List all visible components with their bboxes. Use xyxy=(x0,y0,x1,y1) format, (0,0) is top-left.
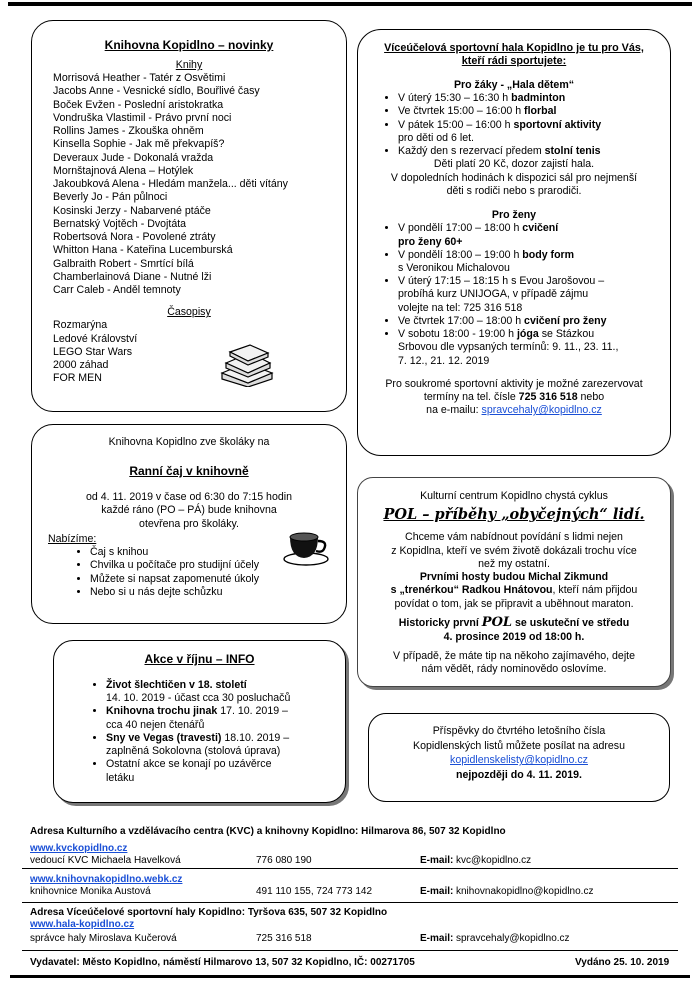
magazine-item: Ledové Království xyxy=(53,332,138,345)
item-cont: cca 40 nejen čtenářů xyxy=(106,718,205,731)
kvc-email-label: E-mail: xyxy=(420,855,454,866)
private-booking: Pro soukromé sportovní aktivity je možné zarezervovat termíny na tel. čísle 725 316 518 nebo na e-mailu: spravcehaly@kopidlno.cz xyxy=(385,377,643,417)
list-item xyxy=(398,222,670,248)
kvc-head: vedoucí KVC Michaela Havelková xyxy=(30,855,181,866)
item-bold-cont: pro ženy 60+ xyxy=(398,235,463,248)
library-title: Knihovna Kopidlno – novinky xyxy=(104,38,274,52)
library-web-link[interactable]: www.knihovnakopidlno.webk.cz xyxy=(30,874,183,885)
item-bold: Život šlechtičen v 18. století xyxy=(106,679,247,691)
book-item: Rollins James - Zkouška ohněm xyxy=(53,125,204,138)
item-after: 18.10. 2019 – xyxy=(221,731,290,744)
list-item xyxy=(398,315,670,328)
footer-divider-1 xyxy=(22,868,678,869)
item-text: Ve čtvrtek 17:00 – 18:00 h xyxy=(398,314,525,327)
list-item xyxy=(398,92,670,105)
pol-paragraph-3: Historicky první POL se uskuteční ve středu 4. prosince 2019 od 18:00 h. xyxy=(398,614,630,644)
women-list xyxy=(358,222,670,368)
hall-phone: 725 316 518 xyxy=(256,933,312,944)
october-events-box xyxy=(53,640,346,803)
offer-item: • Můžete si napsat zapomenuté úkoly xyxy=(90,573,346,586)
library-email-label: E-mail: xyxy=(420,886,454,897)
sports-title: Víceúčelová sportovní hala Kopidlno je tu pro Vás, kteří rádi sportujete: xyxy=(384,42,644,68)
item-text: Ve čtvrtek 15:00 – 16:00 h xyxy=(398,105,525,118)
books-list xyxy=(53,72,346,297)
item-cont: Srbovou dle vypsaných termínů: 9. 11., 23. 11., xyxy=(398,341,619,354)
offer-item: • Nebo si u nás dejte schůzku xyxy=(90,586,346,599)
magazine-item: LEGO Star Wars xyxy=(53,345,133,358)
book-item: Chamberlainová Diane - Nutné lži xyxy=(53,270,212,283)
item-bold: stolní tenis xyxy=(544,145,601,158)
pol-paragraph-2: Prvními hosty budou Michal Zikmund s „trenérkou“ Radkou Hnátovou, kteří nám přijdou povídat o tom, jak se připravit a uběhnout maraton. xyxy=(390,571,638,610)
list-item xyxy=(398,249,670,275)
item-bold: Sny ve Vegas (travesti) xyxy=(106,731,222,744)
offer-item: • Chvilka u počítače pro studijní účely xyxy=(90,559,346,572)
item-text: V pátek 15:00 – 16:00 h xyxy=(398,118,514,131)
breakfast-title: Ranní čaj v knihovně xyxy=(129,464,249,479)
list-item xyxy=(106,705,345,731)
item-cont: zaplněná Sokolovna (stolová úprava) xyxy=(106,745,281,758)
books-heading: Knihy xyxy=(175,59,203,71)
item-bold: cvičení pro ženy xyxy=(524,314,607,327)
magazine-item: Rozmarýna xyxy=(53,319,108,332)
breakfast-intro: Knihovna Kopidlno zve školáky na xyxy=(108,436,270,448)
women-heading: Pro ženy xyxy=(491,209,537,222)
hall-email-label: E-mail: xyxy=(420,933,454,944)
book-item: Kinsella Sophie - Jak mě překvapíš? xyxy=(53,138,225,151)
book-item: Kosinski Jerzy - Nabarvené ptáče xyxy=(53,204,211,217)
offer-heading: Nabízíme: xyxy=(48,532,97,545)
item-cont2: 7. 12., 21. 12. 2019 xyxy=(398,354,490,367)
list-item xyxy=(106,758,345,784)
pol-intro: Kulturní centrum Kopidlno chystá cyklus xyxy=(420,490,608,502)
item-cont2: volejte na tel: 725 316 518 xyxy=(398,301,523,314)
pol-paragraph-4: V případě, že máte tip na někoho zajímavého, dejte nám vědět, rády nominovědo oslovíme. xyxy=(392,650,636,676)
list-item xyxy=(398,328,670,368)
sports-hall-box xyxy=(357,29,671,456)
book-item: Robertsová Nora - Povolené ztráty xyxy=(53,231,216,244)
book-item: Carr Caleb - Anděl temnoty xyxy=(53,283,181,296)
item-cont: probíhá kurz UNIJOGA, v případě zájmu xyxy=(398,288,589,301)
hall-head: správce haly Miroslava Kučerová xyxy=(30,933,177,944)
item-bold: sportovní aktivity xyxy=(513,118,602,131)
item-text: Každý den s rezervací předem xyxy=(398,145,545,158)
item-after: 17. 10. 2019 – xyxy=(217,705,288,718)
breakfast-text: od 4. 11. 2019 v čase od 6:30 do 7:15 hodin každé ráno (PO – PÁ) bude knihovna otevřena pro školáky. xyxy=(86,491,292,530)
list-item xyxy=(398,105,670,118)
magazines-list xyxy=(53,319,346,385)
pol-box xyxy=(357,477,671,687)
list-item xyxy=(398,119,670,145)
book-item: Jakoubková Alena - Hledám manžela... děti vítány xyxy=(53,178,288,191)
book-item: Deveraux Jude - Dokonalá vražda xyxy=(53,151,214,164)
item-cont: letáku xyxy=(106,771,135,784)
magazines-heading: Časopisy xyxy=(167,306,211,319)
hall-address: Adresa Víceúčelové sportovní haly Kopidlno: Tyršova 635, 507 32 Kopidlno xyxy=(30,907,388,918)
hall-email-link[interactable]: spravcehaly@kopidlno.cz xyxy=(481,404,602,417)
library-head: knihovnice Monika Austová xyxy=(30,886,151,897)
book-item: Boček Evžen - Poslední aristokratka xyxy=(53,98,224,111)
magazine-item: 2000 záhad xyxy=(53,359,109,372)
morning-note: V dopoledních hodinách k dispozici sál pro nejmenší děti s rodiči nebo s prarodiči. xyxy=(390,171,638,197)
top-rule xyxy=(8,2,692,6)
item-after: se Stázkou xyxy=(538,328,595,341)
item-bold: florbal xyxy=(524,105,557,118)
pol-paragraph-1: Chceme vám nabídnout povídání s lidmi nejen z Kopidlna, kteří ve svém životě dokázali trochu více než my ostatní. xyxy=(391,531,637,570)
list-item xyxy=(398,145,670,158)
breakfast-box xyxy=(31,424,347,624)
item-text: V pondělí 18:00 – 19:00 h xyxy=(398,248,523,261)
bottom-rule xyxy=(10,975,690,978)
library-email[interactable]: knihovnakopidlno@kopidlno.cz xyxy=(456,886,594,897)
footer-divider-3 xyxy=(22,950,678,951)
list-item xyxy=(106,732,345,758)
kvc-email[interactable]: kvc@kopidlno.cz xyxy=(456,855,532,866)
books-stack-icon xyxy=(218,343,276,387)
library-phone: 491 110 155, 724 773 142 xyxy=(256,886,373,897)
item-text: V pondělí 17:00 – 18:00 h xyxy=(398,222,523,235)
book-item: Whitton Hana - Kateřina Lucemburská xyxy=(53,244,233,257)
book-item: Vondruška Vlastimil - Právo první noci xyxy=(53,111,232,124)
list-item xyxy=(398,275,670,315)
library-news-box xyxy=(31,20,347,412)
item-bold: jóga xyxy=(516,328,539,341)
book-item: Mornštajnová Alena – Hotýlek xyxy=(53,164,194,177)
publisher: Vydavatel: Město Kopidlno, náměstí Hilmarovo 13, 507 32 Kopidlno, IČ: 00271705 xyxy=(30,957,415,968)
book-item: Morrisová Heather - Tatér z Osvětimi xyxy=(53,72,226,85)
book-item: Bernatský Vojtěch - Dvojtáta xyxy=(53,217,187,230)
item-cont: pro děti od 6 let. xyxy=(398,131,474,144)
item-bold: cvičení xyxy=(522,222,559,235)
kvc-phone: 776 080 190 xyxy=(256,855,312,866)
item-text: Ostatní akce se konají po uzávěrce xyxy=(106,758,272,771)
item-cont: 14. 10. 2019 - účast cca 30 posluchačů xyxy=(106,692,291,705)
kids-list xyxy=(358,92,670,158)
contributions-text: Příspěvky do čtvrtého letošního čísla Kopidlenských listů můžete posílat na adresu kopidlenskelisty@kopidlno.cz nejpozději do 4. 11. 2019. xyxy=(413,725,625,781)
pol-title: POL – příběhy „obyčejných“ lidí. xyxy=(383,506,645,524)
october-list xyxy=(54,679,345,785)
kvc-address: Adresa Kulturního a vzdělávacího centra (KVC) a knihovny Kopidlno: Hilmarova 86, 507 32 Kopidlno xyxy=(30,826,506,837)
october-title: Akce v říjnu – INFO xyxy=(144,652,255,666)
issue-date: Vydáno 25. 10. 2019 xyxy=(575,957,670,968)
item-bold: Knihovna trochu jinak xyxy=(106,705,218,718)
teacup-icon xyxy=(282,527,332,567)
hall-web-link[interactable]: www.hala-kopidlno.cz xyxy=(30,919,135,930)
contributions-box xyxy=(368,713,670,802)
footer-divider-2 xyxy=(22,902,678,903)
kids-heading: Pro žáky - „Hala dětem“ xyxy=(453,78,575,91)
item-text: V úterý 17:15 – 18:15 h s Evou Jarošovou – xyxy=(398,275,605,288)
contributions-email-link[interactable]: kopidlenskelisty@kopidlno.cz xyxy=(450,754,588,767)
hall-email[interactable]: spravcehaly@kopidlno.cz xyxy=(456,933,570,944)
item-text: V sobotu 18:00 - 19:00 h xyxy=(398,328,517,341)
list-item xyxy=(106,679,345,705)
book-item: Galbraith Robert - Smrtící bílá xyxy=(53,257,194,270)
magazine-item: FOR MEN xyxy=(53,372,102,385)
kvc-web-link[interactable]: www.kvckopidlno.cz xyxy=(30,843,128,854)
book-item: Jacobs Anne - Vesnické sídlo, Bouřlivé časy xyxy=(53,85,260,98)
book-item: Beverly Jo - Pán půlnoci xyxy=(53,191,168,204)
offer-item: • Čaj s knihou xyxy=(90,546,346,559)
kids-note: Děti platí 20 Kč, dozor zajistí hala. xyxy=(433,158,595,171)
item-bold: badminton xyxy=(511,92,566,105)
item-bold: body form xyxy=(522,248,575,261)
item-cont: s Veronikou Michalovou xyxy=(398,262,510,275)
item-text: V úterý 15:30 – 16:30 h xyxy=(398,92,512,105)
